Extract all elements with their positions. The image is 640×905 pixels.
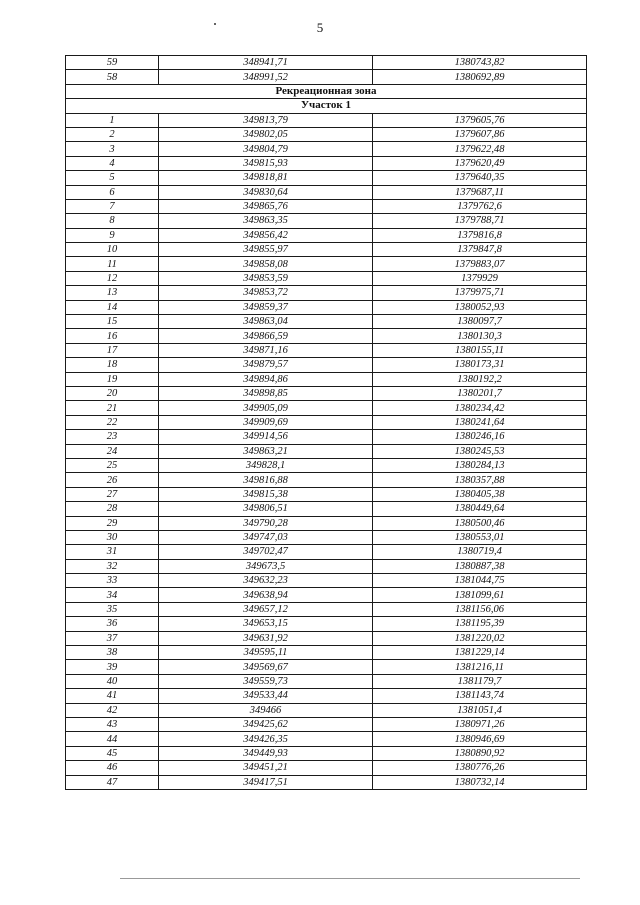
table-row xyxy=(66,156,587,170)
y-coordinate-cell: 1381044,75 xyxy=(373,574,587,588)
point-number-cell: 7 xyxy=(66,199,159,213)
y-coordinate-cell: 1380719,4 xyxy=(373,545,587,559)
point-number-cell: 22 xyxy=(66,415,159,429)
point-number-cell: 33 xyxy=(66,574,159,588)
point-number-cell: 25 xyxy=(66,458,159,472)
table-row xyxy=(66,502,587,516)
point-number-cell: 46 xyxy=(66,761,159,775)
y-coordinate-cell: 1380971,26 xyxy=(373,717,587,731)
point-number-cell: 12 xyxy=(66,271,159,285)
x-coordinate-cell: 349790,28 xyxy=(159,516,373,530)
x-coordinate-cell: 348941,71 xyxy=(159,56,373,70)
x-coordinate-cell: 349425,62 xyxy=(159,717,373,731)
x-coordinate-cell: 349871,16 xyxy=(159,343,373,357)
x-coordinate-cell: 349813,79 xyxy=(159,113,373,127)
y-coordinate-cell: 1380246,16 xyxy=(373,430,587,444)
x-coordinate-cell: 349879,57 xyxy=(159,358,373,372)
x-coordinate-cell: 349815,38 xyxy=(159,487,373,501)
page-number: 5 xyxy=(316,20,324,35)
y-coordinate-cell: 1379640,35 xyxy=(373,171,587,185)
point-number-cell: 28 xyxy=(66,502,159,516)
table-row xyxy=(66,185,587,199)
point-number-cell: 19 xyxy=(66,372,159,386)
y-coordinate-cell: 1380155,11 xyxy=(373,343,587,357)
table-row xyxy=(66,113,587,127)
y-coordinate-cell: 1380234,42 xyxy=(373,401,587,415)
y-coordinate-cell: 1379607,86 xyxy=(373,127,587,141)
x-coordinate-cell: 349858,08 xyxy=(159,257,373,271)
table-row xyxy=(66,401,587,415)
table-row xyxy=(66,329,587,343)
y-coordinate-cell: 1381051,4 xyxy=(373,703,587,717)
table-row xyxy=(66,473,587,487)
point-number-cell: 58 xyxy=(66,70,159,84)
x-coordinate-cell: 349426,35 xyxy=(159,732,373,746)
x-coordinate-cell: 349417,51 xyxy=(159,775,373,789)
x-coordinate-cell: 349802,05 xyxy=(159,127,373,141)
table-row xyxy=(66,545,587,559)
y-coordinate-cell: 1380743,82 xyxy=(373,56,587,70)
x-coordinate-cell: 349898,85 xyxy=(159,386,373,400)
point-number-cell: 10 xyxy=(66,243,159,257)
table-row xyxy=(66,142,587,156)
point-number-cell: 40 xyxy=(66,674,159,688)
x-coordinate-cell: 349533,44 xyxy=(159,689,373,703)
point-number-cell: 17 xyxy=(66,343,159,357)
point-number-cell: 23 xyxy=(66,430,159,444)
point-number-cell: 13 xyxy=(66,286,159,300)
x-coordinate-cell: 349853,72 xyxy=(159,286,373,300)
zone-header-row xyxy=(66,84,587,98)
point-number-cell: 39 xyxy=(66,660,159,674)
x-coordinate-cell: 349866,59 xyxy=(159,329,373,343)
y-coordinate-cell: 1381143,74 xyxy=(373,689,587,703)
point-number-cell: 36 xyxy=(66,617,159,631)
point-number-cell: 30 xyxy=(66,530,159,544)
point-number-cell: 14 xyxy=(66,300,159,314)
x-coordinate-cell: 349830,64 xyxy=(159,185,373,199)
point-number-cell: 43 xyxy=(66,717,159,731)
y-coordinate-cell: 1380097,7 xyxy=(373,315,587,329)
table-row xyxy=(66,746,587,760)
table-row xyxy=(66,199,587,213)
table-row xyxy=(66,602,587,616)
table-row xyxy=(66,530,587,544)
point-number-cell: 26 xyxy=(66,473,159,487)
x-coordinate-cell: 349894,86 xyxy=(159,372,373,386)
x-coordinate-cell: 349816,88 xyxy=(159,473,373,487)
x-coordinate-cell: 349559,73 xyxy=(159,674,373,688)
point-number-cell: 35 xyxy=(66,602,159,616)
point-number-cell: 2 xyxy=(66,127,159,141)
y-coordinate-cell: 1380732,14 xyxy=(373,775,587,789)
point-number-cell: 27 xyxy=(66,487,159,501)
point-number-cell: 45 xyxy=(66,746,159,760)
y-coordinate-cell: 1381220,02 xyxy=(373,631,587,645)
table-row xyxy=(66,458,587,472)
x-coordinate-cell: 349804,79 xyxy=(159,142,373,156)
point-number-cell: 8 xyxy=(66,214,159,228)
point-number-cell: 21 xyxy=(66,401,159,415)
x-coordinate-cell: 349657,12 xyxy=(159,602,373,616)
point-number-cell: 24 xyxy=(66,444,159,458)
table-row xyxy=(66,257,587,271)
y-coordinate-cell: 1379762,6 xyxy=(373,199,587,213)
x-coordinate-cell: 349569,67 xyxy=(159,660,373,674)
point-number-cell: 20 xyxy=(66,386,159,400)
y-coordinate-cell: 1379605,76 xyxy=(373,113,587,127)
table-row xyxy=(66,444,587,458)
point-number-cell: 47 xyxy=(66,775,159,789)
x-coordinate-cell: 349673,5 xyxy=(159,559,373,573)
table-row xyxy=(66,386,587,400)
y-coordinate-cell: 1379620,49 xyxy=(373,156,587,170)
table-row xyxy=(66,689,587,703)
table-row xyxy=(66,732,587,746)
point-number-cell: 9 xyxy=(66,228,159,242)
x-coordinate-cell: 349653,15 xyxy=(159,617,373,631)
table-row xyxy=(66,228,587,242)
y-coordinate-cell: 1379883,07 xyxy=(373,257,587,271)
y-coordinate-cell: 1381099,61 xyxy=(373,588,587,602)
y-coordinate-cell: 1379975,71 xyxy=(373,286,587,300)
y-coordinate-cell: 1380357,88 xyxy=(373,473,587,487)
y-coordinate-cell: 1380890,92 xyxy=(373,746,587,760)
table-row xyxy=(66,674,587,688)
x-coordinate-cell: 348991,52 xyxy=(159,70,373,84)
table-row xyxy=(66,775,587,789)
coordinates-table-body xyxy=(66,56,587,790)
x-coordinate-cell: 349856,42 xyxy=(159,228,373,242)
y-coordinate-cell: 1381216,11 xyxy=(373,660,587,674)
plot-title: Участок 1 xyxy=(66,99,587,113)
y-coordinate-cell: 1380405,38 xyxy=(373,487,587,501)
table-row xyxy=(66,214,587,228)
x-coordinate-cell: 349863,35 xyxy=(159,214,373,228)
y-coordinate-cell: 1380284,13 xyxy=(373,458,587,472)
y-coordinate-cell: 1379622,48 xyxy=(373,142,587,156)
y-coordinate-cell: 1380201,7 xyxy=(373,386,587,400)
point-number-cell: 18 xyxy=(66,358,159,372)
table-row xyxy=(66,300,587,314)
x-coordinate-cell: 349818,81 xyxy=(159,171,373,185)
x-coordinate-cell: 349806,51 xyxy=(159,502,373,516)
table-row xyxy=(66,516,587,530)
y-coordinate-cell: 1380245,53 xyxy=(373,444,587,458)
table-row xyxy=(66,243,587,257)
y-coordinate-cell: 1380887,38 xyxy=(373,559,587,573)
x-coordinate-cell: 349632,23 xyxy=(159,574,373,588)
y-coordinate-cell: 1381179,7 xyxy=(373,674,587,688)
y-coordinate-cell: 1380553,01 xyxy=(373,530,587,544)
y-coordinate-cell: 1381156,06 xyxy=(373,602,587,616)
table-row xyxy=(66,761,587,775)
x-coordinate-cell: 349631,92 xyxy=(159,631,373,645)
table-row xyxy=(66,171,587,185)
table-row xyxy=(66,574,587,588)
x-coordinate-cell: 349853,59 xyxy=(159,271,373,285)
table-row xyxy=(66,56,587,70)
y-coordinate-cell: 1380052,93 xyxy=(373,300,587,314)
x-coordinate-cell: 349914,56 xyxy=(159,430,373,444)
point-number-cell: 16 xyxy=(66,329,159,343)
y-coordinate-cell: 1381195,39 xyxy=(373,617,587,631)
x-coordinate-cell: 349747,03 xyxy=(159,530,373,544)
table-row xyxy=(66,703,587,717)
x-coordinate-cell: 349905,09 xyxy=(159,401,373,415)
y-coordinate-cell: 1380241,64 xyxy=(373,415,587,429)
x-coordinate-cell: 349702,47 xyxy=(159,545,373,559)
coordinates-table xyxy=(65,55,587,790)
point-number-cell: 1 xyxy=(66,113,159,127)
table-row xyxy=(66,588,587,602)
x-coordinate-cell: 349865,76 xyxy=(159,199,373,213)
table-row xyxy=(66,660,587,674)
table-row xyxy=(66,271,587,285)
table-row xyxy=(66,617,587,631)
table-row xyxy=(66,717,587,731)
y-coordinate-cell: 1380500,46 xyxy=(373,516,587,530)
table-row xyxy=(66,646,587,660)
point-number-cell: 6 xyxy=(66,185,159,199)
point-number-cell: 11 xyxy=(66,257,159,271)
table-row xyxy=(66,358,587,372)
point-number-cell: 29 xyxy=(66,516,159,530)
table-row xyxy=(66,430,587,444)
table-row xyxy=(66,559,587,573)
table-row xyxy=(66,487,587,501)
x-coordinate-cell: 349466 xyxy=(159,703,373,717)
y-coordinate-cell: 1379816,8 xyxy=(373,228,587,242)
point-number-cell: 59 xyxy=(66,56,159,70)
y-coordinate-cell: 1380449,64 xyxy=(373,502,587,516)
y-coordinate-cell: 1379687,11 xyxy=(373,185,587,199)
point-number-cell: 32 xyxy=(66,559,159,573)
point-number-cell: 31 xyxy=(66,545,159,559)
y-coordinate-cell: 1380946,69 xyxy=(373,732,587,746)
y-coordinate-cell: 1380130,3 xyxy=(373,329,587,343)
x-coordinate-cell: 349815,93 xyxy=(159,156,373,170)
table-row xyxy=(66,70,587,84)
point-number-cell: 5 xyxy=(66,171,159,185)
x-coordinate-cell: 349828,1 xyxy=(159,458,373,472)
point-number-cell: 41 xyxy=(66,689,159,703)
x-coordinate-cell: 349451,21 xyxy=(159,761,373,775)
point-number-cell: 38 xyxy=(66,646,159,660)
y-coordinate-cell: 1380173,31 xyxy=(373,358,587,372)
point-number-cell: 4 xyxy=(66,156,159,170)
x-coordinate-cell: 349855,97 xyxy=(159,243,373,257)
table-row xyxy=(66,343,587,357)
table-row xyxy=(66,415,587,429)
point-number-cell: 42 xyxy=(66,703,159,717)
zone-title: Рекреационная зона xyxy=(66,84,587,98)
y-coordinate-cell: 1380776,26 xyxy=(373,761,587,775)
y-coordinate-cell: 1379788,71 xyxy=(373,214,587,228)
x-coordinate-cell: 349595,11 xyxy=(159,646,373,660)
y-coordinate-cell: 1380692,89 xyxy=(373,70,587,84)
table-row xyxy=(66,286,587,300)
y-coordinate-cell: 1379847,8 xyxy=(373,243,587,257)
x-coordinate-cell: 349863,04 xyxy=(159,315,373,329)
y-coordinate-cell: 1379929 xyxy=(373,271,587,285)
point-number-cell: 15 xyxy=(66,315,159,329)
point-number-cell: 37 xyxy=(66,631,159,645)
page-bottom-rule xyxy=(120,878,580,879)
point-number-cell: 3 xyxy=(66,142,159,156)
table-row xyxy=(66,372,587,386)
plot-header-row xyxy=(66,99,587,113)
point-number-cell: 44 xyxy=(66,732,159,746)
table-row xyxy=(66,315,587,329)
point-number-cell: 34 xyxy=(66,588,159,602)
y-coordinate-cell: 1380192,2 xyxy=(373,372,587,386)
x-coordinate-cell: 349909,69 xyxy=(159,415,373,429)
x-coordinate-cell: 349859,37 xyxy=(159,300,373,314)
table-row xyxy=(66,631,587,645)
x-coordinate-cell: 349863,21 xyxy=(159,444,373,458)
table-row xyxy=(66,127,587,141)
x-coordinate-cell: 349449,93 xyxy=(159,746,373,760)
scan-speck xyxy=(214,23,216,25)
y-coordinate-cell: 1381229,14 xyxy=(373,646,587,660)
x-coordinate-cell: 349638,94 xyxy=(159,588,373,602)
